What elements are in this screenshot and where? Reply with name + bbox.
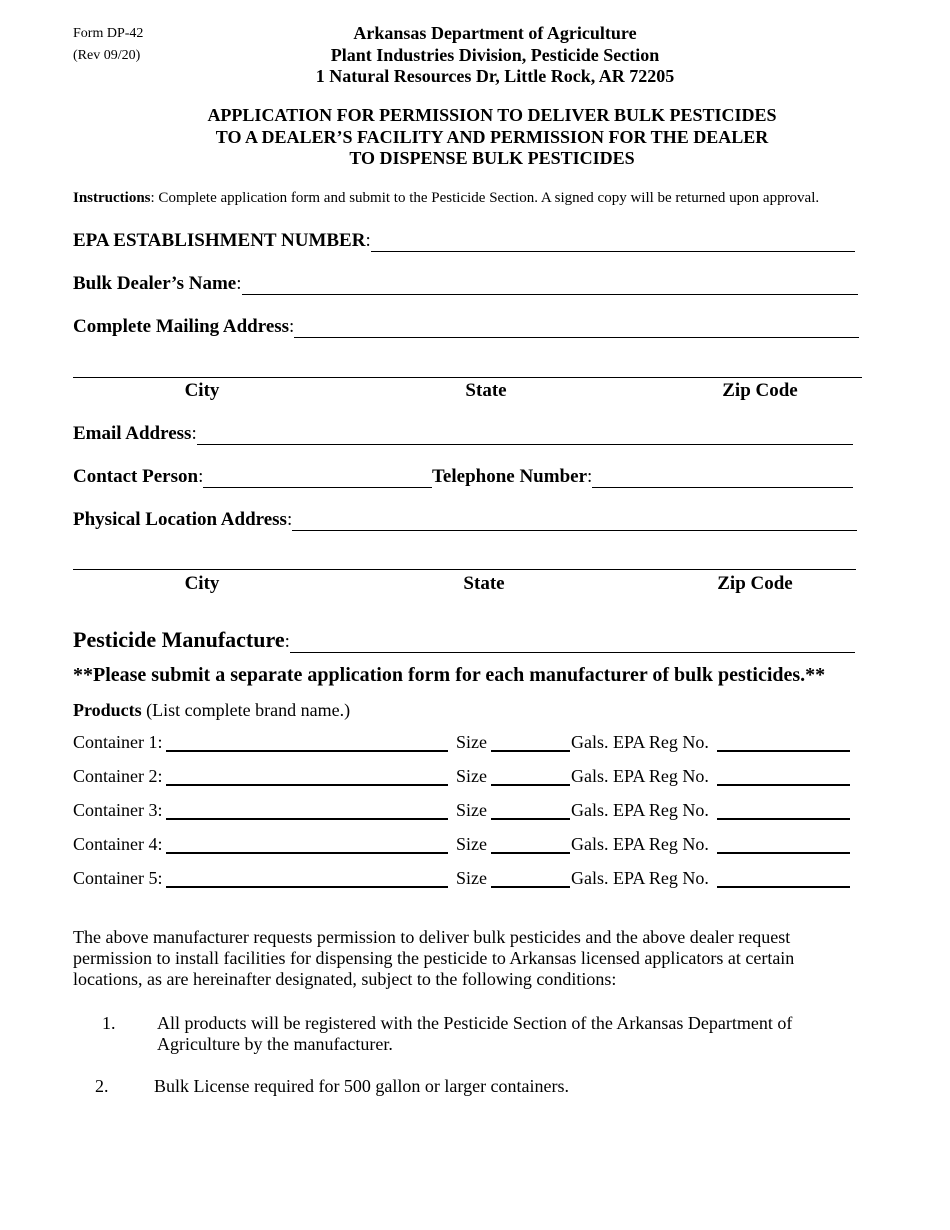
colon: : [284,631,290,652]
size-label: Size [456,800,487,820]
mailing-state-label: State [465,380,507,401]
container-name-input[interactable] [166,784,448,786]
size-label: Size [456,766,487,786]
container-name-input[interactable] [166,818,448,820]
mailing-address-input[interactable] [294,318,859,338]
instructions [73,190,819,207]
products-hint: (List complete brand name.) [141,700,351,720]
physical-zip-label: Zip Code [717,573,793,594]
epa-establishment-field [73,228,855,252]
gals-epa-reg-label: Gals. EPA Reg No. [571,834,709,854]
container-name-input[interactable] [166,886,448,888]
container-row [73,767,853,791]
form-title-line-3: TO DISPENSE BULK PESTICIDES [349,148,635,168]
size-input[interactable] [491,750,570,752]
container-row [73,869,853,893]
instructions-text: : Complete application form and submit to the Pesticide Section. A signed copy will be returned upon approval. [150,190,820,206]
telephone-field [432,464,853,488]
contact-person-field [73,464,432,488]
manufacture-label: Pesticide Manufacture [73,627,285,652]
permission-paragraph: The above manufacturer requests permission to deliver bulk pesticides and the above dealer request permission to install facilities for dispensing the pesticide to Arkansas licensed applicators at certain locations, as are hereinafter designated, subject to the following conditions: [73,927,795,989]
container-label: Container 5: [73,868,163,888]
size-input[interactable] [491,818,570,820]
contact-person-input[interactable] [203,468,432,488]
colon: : [236,273,242,294]
mailing-city-label: City [184,380,220,401]
condition-1-text: All products will be registered with the Pesticide Section of the Arkansas Department of Agriculture by the manufacturer. [157,1013,793,1054]
telephone-label: Telephone Number [432,466,588,487]
manufacture-field [73,626,855,653]
contact-person-label: Contact Person [73,466,199,487]
epa-reg-no-input[interactable] [717,784,850,786]
form-title-line-1: APPLICATION FOR PERMISSION TO DELIVER BULK PESTICIDES [207,105,777,125]
condition-2-text: Bulk License required for 500 gallon or larger containers. [154,1076,570,1096]
products-label: Products [73,700,142,720]
epa-reg-no-input[interactable] [717,852,850,854]
size-input[interactable] [491,784,570,786]
form-number: Form DP-42 [73,26,144,41]
mailing-zip-label: Zip Code [722,380,798,401]
size-input[interactable] [491,852,570,854]
gals-epa-reg-label: Gals. EPA Reg No. [571,800,709,820]
form-title-line-2: TO A DEALER’S FACILITY AND PERMISSION FOR THE DEALER [215,127,769,147]
condition-1-number: 1. [102,1013,116,1033]
colon: : [289,316,295,337]
condition-2-number: 2. [95,1076,109,1096]
gals-epa-reg-label: Gals. EPA Reg No. [571,868,709,888]
email-input[interactable] [197,425,853,445]
agency-name: Arkansas Department of Agriculture [353,23,637,43]
dealer-name-label: Bulk Dealer’s Name [73,273,237,294]
physical-address-input[interactable] [292,511,857,531]
form-revision: (Rev 09/20) [73,48,141,63]
manufacture-input[interactable] [290,632,855,653]
colon: : [286,509,293,530]
container-name-input[interactable] [166,750,448,752]
mailing-address-label: Complete Mailing Address [73,316,290,337]
dealer-name-field [73,271,858,295]
size-label: Size [456,834,487,854]
physical-city-label: City [184,573,220,594]
colon: : [587,466,593,487]
colon: : [365,230,371,251]
container-row [73,733,853,757]
epa-reg-no-input[interactable] [717,818,850,820]
size-label: Size [456,732,487,752]
gals-epa-reg-label: Gals. EPA Reg No. [571,732,709,752]
size-label: Size [456,868,487,888]
telephone-input[interactable] [592,468,853,488]
physical-address-label: Physical Location Address [73,509,287,530]
gals-epa-reg-label: Gals. EPA Reg No. [571,766,709,786]
instructions-label: Instructions [73,190,151,206]
physical-state-label: State [463,573,505,594]
size-input[interactable] [491,886,570,888]
epa-establishment-input[interactable] [371,232,855,252]
epa-establishment-label: EPA ESTABLISHMENT NUMBER [73,230,366,251]
container-label: Container 2: [73,766,163,786]
colon: : [198,466,204,487]
products-heading [73,700,350,721]
container-label: Container 3: [73,800,163,820]
colon: : [191,423,197,444]
email-label: Email Address [73,423,192,444]
container-name-input[interactable] [166,852,448,854]
epa-reg-no-input[interactable] [717,750,850,752]
container-label: Container 1: [73,732,163,752]
division-name: Plant Industries Division, Pesticide Section [330,45,660,65]
email-field [73,421,853,445]
mailing-city-state-zip-input[interactable] [73,377,862,378]
dealer-name-input[interactable] [242,275,858,295]
separate-application-notice: **Please submit a separate application form for each manufacturer of bulk pesticides.** [73,664,826,686]
container-label: Container 4: [73,834,163,854]
container-row [73,835,853,859]
container-row [73,801,853,825]
mailing-address-field [73,314,859,338]
agency-address: 1 Natural Resources Dr, Little Rock, AR 72205 [315,66,675,86]
physical-city-state-zip-input[interactable] [73,569,856,570]
epa-reg-no-input[interactable] [717,886,850,888]
physical-address-field [73,507,857,531]
